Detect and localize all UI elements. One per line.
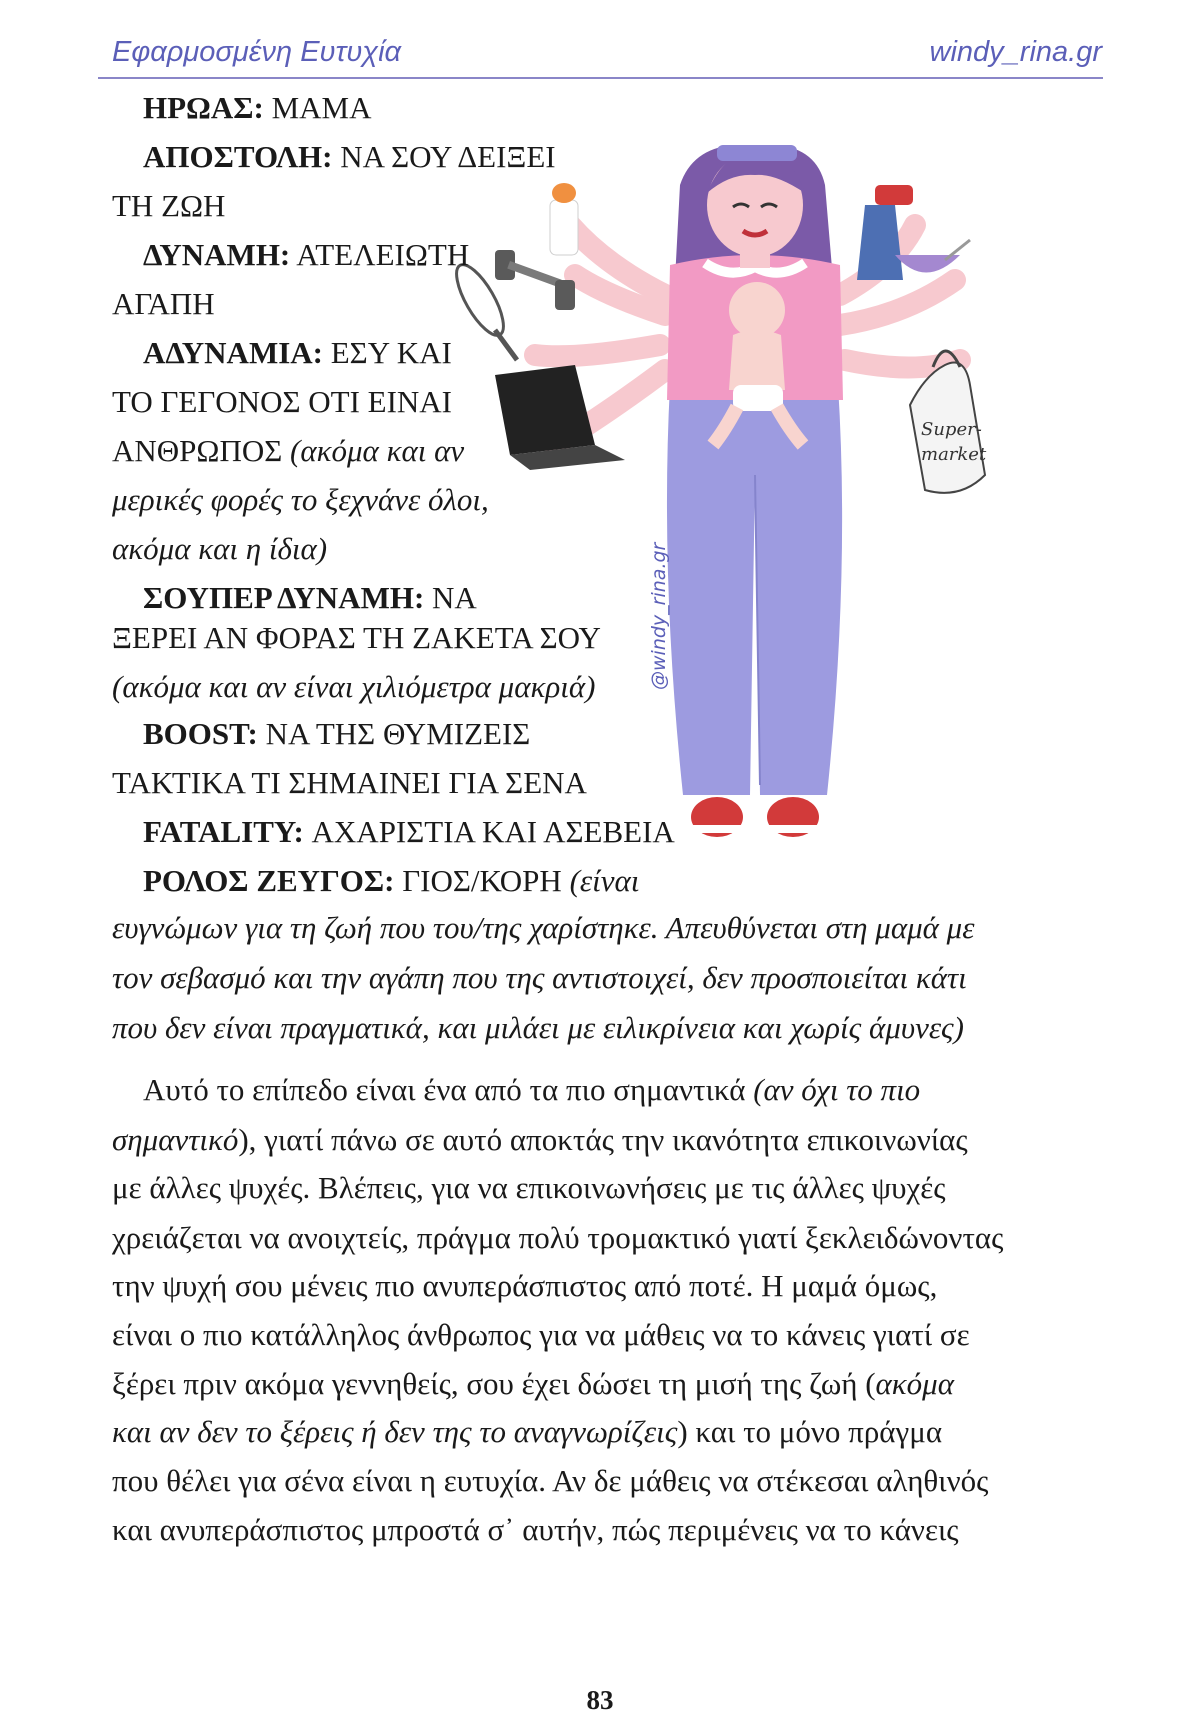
hero-value: ΜΑΜΑ <box>263 90 372 125</box>
para-line-6: είναι ο πιο κατάλληλος άνθρωπος για να μάθεις να το κάνεις γιατί σε <box>112 1317 970 1352</box>
weakness-line-3 <box>112 433 464 469</box>
partner-note-3: τον σεβασμό και την αγάπη που της αντιστοιχεί, δεν προσποιείται κάτι <box>112 960 967 995</box>
weakness-note-3: ακόμα και η ίδια) <box>112 531 328 566</box>
partner-note-4: που δεν είναι πραγματικά, και μιλάει με ειλικρίνεια και χωρίς άμυνες) <box>112 1010 964 1045</box>
para-line-10: και ανυπεράσπιστος μπροστά σ᾽ αυτήν, πώς περιμένεις να το κάνεις <box>112 1512 959 1547</box>
mission-value: ΝΑ ΣΟΥ ΔΕΙΞΕΙ <box>332 139 556 174</box>
para-text: ) και το μόνο πράγμα <box>677 1414 943 1449</box>
power-line-2: ΑΓΑΠΗ <box>112 286 215 321</box>
partner-label: ΡΟΛΟΣ ΖΕΥΓΟΣ: <box>143 863 395 898</box>
power-line <box>143 237 469 273</box>
weakness-label: ΑΔΥΝΑΜΙΑ: <box>143 335 323 370</box>
weakness-line-2: ΤΟ ΓΕΓΟΝΟΣ ΟΤΙ ΕΙΝΑΙ <box>112 384 453 419</box>
boost-line <box>143 716 530 752</box>
power-label: ΔΥΝΑΜΗ: <box>143 237 291 272</box>
bag-label-2: market <box>921 444 987 465</box>
para-line-2 <box>112 1122 968 1158</box>
para-line-3: με άλλες ψυχές. Βλέπεις, για να επικοινωνήσεις με τις άλλες ψυχές <box>112 1170 946 1205</box>
partner-note-2: ευγνώμων για τη ζωή που του/της χαρίστηκε. Απευθύνεται στη μαμά με <box>112 910 975 945</box>
mission-label: ΑΠΟΣΤΟΛΗ: <box>143 139 333 174</box>
para-line-8 <box>112 1414 942 1450</box>
partner-value: ΓΙΟΣ/ΚΟΡΗ <box>394 863 570 898</box>
hero-line <box>143 90 372 126</box>
para-italic: (αν όχι το πιο <box>753 1072 921 1107</box>
para-line-4: χρειάζεται να ανοιχτείς, πράγμα πολύ τρομακτικό γιατί ξεκλειδώνοντας <box>112 1220 1004 1255</box>
fatality-value: ΑΧΑΡΙΣΤΙΑ ΚΑΙ ΑΣΕΒΕΙΑ <box>303 814 675 849</box>
weakness-value-3: ΑΝΘΡΩΠΟΣ <box>112 433 291 468</box>
super-power-line <box>143 580 477 616</box>
para-line-7 <box>112 1366 954 1402</box>
watermark: @windy_rina.gr <box>648 542 670 690</box>
super-power-note: (ακόμα και αν είναι χιλιόμετρα μακριά) <box>112 669 596 704</box>
bag-label-1: Super- <box>921 419 982 440</box>
super-power-label: ΣΟΥΠΕΡ ΔΥΝΑΜΗ: <box>143 580 425 615</box>
mission-line <box>143 139 556 175</box>
para-line-1 <box>143 1072 920 1108</box>
page-number: 83 <box>586 1685 614 1715</box>
para-line-5: την ψυχή σου μένεις πιο ανυπεράσπιστος από ποτέ. Η μαμά όμως, <box>112 1268 938 1303</box>
super-power-value: ΝΑ <box>424 580 477 615</box>
site-name: windy_rina.gr <box>929 36 1102 68</box>
para-text: Αυτό το επίπεδο είναι ένα από τα πιο σημαντικά <box>143 1072 754 1107</box>
boost-label: BOOST: <box>143 716 258 751</box>
para-italic: σημαντικό <box>112 1122 239 1157</box>
fatality-label: FATALITY: <box>143 814 304 849</box>
weakness-note-1: (ακόμα και αν <box>290 433 465 468</box>
partner-note-1: (είναι <box>569 863 640 898</box>
para-italic: και αν δεν το ξέρεις ή δεν της το αναγνωρίζεις <box>112 1414 678 1449</box>
hero-label: ΗΡΩΑΣ: <box>143 90 264 125</box>
boost-value: ΝΑ ΤΗΣ ΘΥΜΙΖΕΙΣ <box>257 716 531 751</box>
weakness-value: ΕΣΥ ΚΑΙ <box>322 335 452 370</box>
weakness-line <box>143 335 452 371</box>
para-italic: ακόμα <box>875 1366 955 1401</box>
mission-line-2: ΤΗ ΖΩΗ <box>112 188 226 223</box>
fatality-line <box>143 814 675 850</box>
boost-line-2: ΤΑΚΤΙΚΑ ΤΙ ΣΗΜΑΙΝΕΙ ΓΙΑ ΣΕΝΑ <box>112 765 587 800</box>
para-line-9: που θέλει για σένα είναι η ευτυχία. Αν δε μάθεις να στέκεσαι αληθινός <box>112 1463 989 1498</box>
power-value: ΑΤΕΛΕΙΩΤΗ <box>290 237 470 272</box>
para-text: ξέρει πριν ακόμα γεννηθείς, σου έχει δώσει τη μισή της ζωή ( <box>112 1366 876 1401</box>
partner-line <box>143 863 639 899</box>
para-text: ), γιατί πάνω σε αυτό αποκτάς την ικανότητα επικοινωνίας <box>238 1122 968 1157</box>
book-title: Εφαρμοσμένη Ευτυχία <box>112 36 402 68</box>
weakness-note-2: μερικές φορές το ξεχνάνε όλοι, <box>112 482 489 517</box>
super-power-line-2: ΞΕΡΕΙ ΑΝ ΦΟΡΑΣ ΤΗ ΖΑΚΕΤΑ ΣΟΥ <box>112 620 601 655</box>
